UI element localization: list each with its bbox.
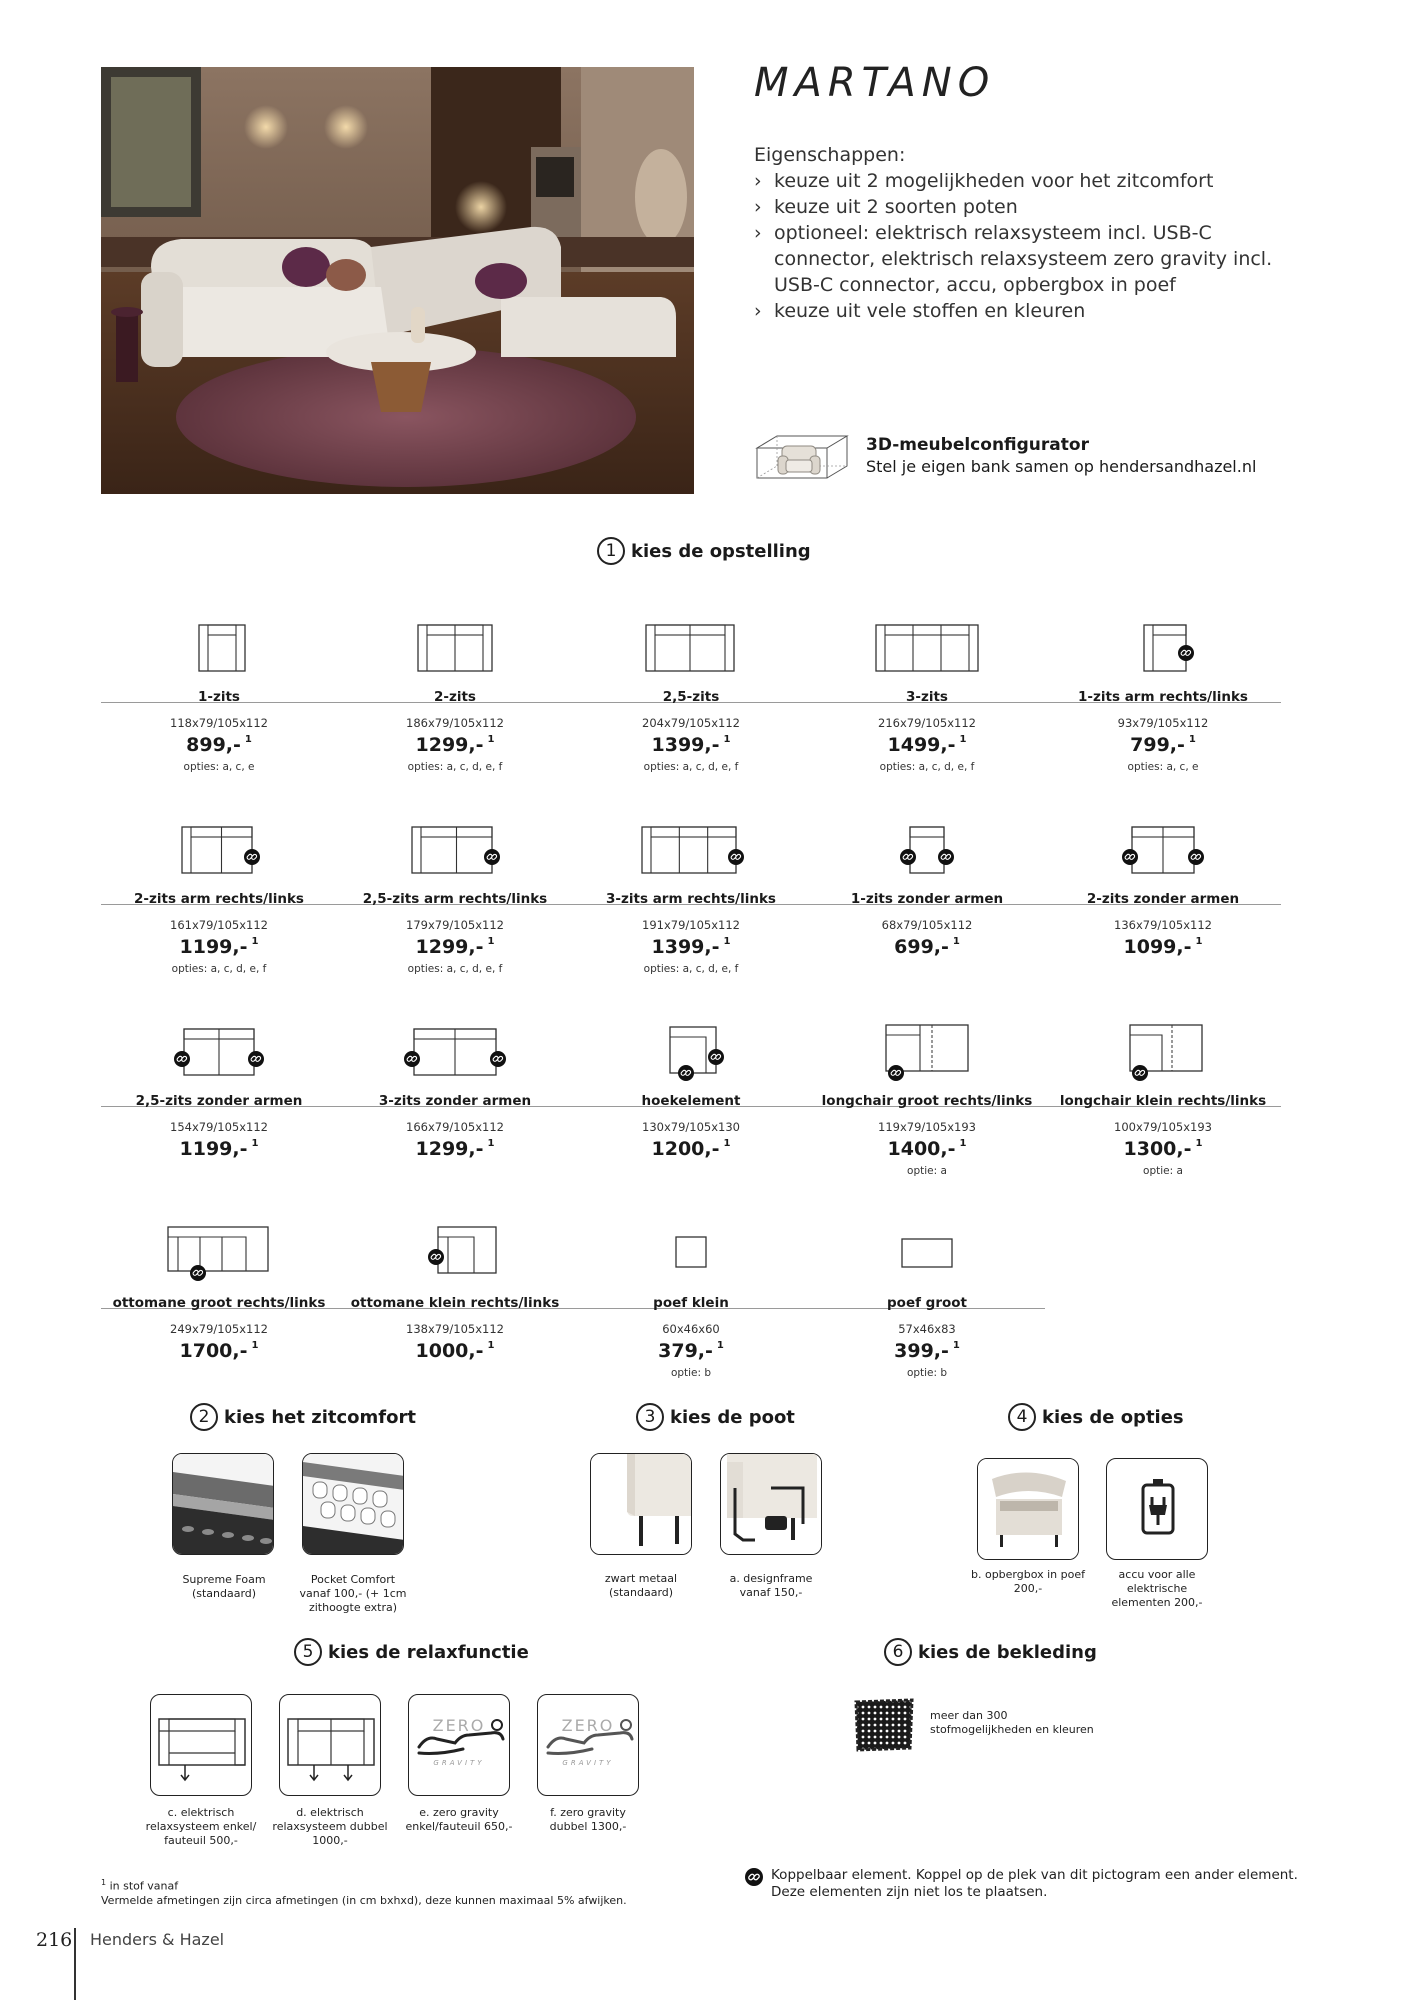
footnote-line: in stof vanaf [109,1879,179,1893]
step-number: 3 [636,1403,664,1431]
product-price [337,1138,573,1160]
sofa-1-seat-no-arms-icon [872,819,982,879]
living-room-photo [101,67,694,494]
sofa-2-5-seat-icon [636,617,746,677]
zero-logo: ZERO [432,1716,486,1735]
product-name: 1-zits zonder armen [850,891,1004,907]
product-cell[interactable] [101,787,337,975]
product-icon [809,1191,1045,1283]
product-dimensions: 138x79/105x112 [406,1322,504,1336]
price-footnote: 1 [244,734,252,745]
link-note [745,1867,1298,1901]
fabric-label: meer dan 300 stofmogelijkheden en kleuren [930,1709,1094,1736]
product-cell[interactable] [337,1191,573,1367]
product-price [101,1340,337,1362]
product-dimensions: 154x79/105x112 [170,1120,268,1134]
price-value: 1199,- [179,1138,248,1160]
link-icon [938,849,954,865]
product-dimensions: 57x46x83 [898,1322,956,1336]
step-5-heading [294,1638,529,1666]
product-icon [573,585,809,677]
price-footnote: 1 [1195,1138,1203,1149]
product-grid [101,585,1281,1393]
product-dimensions: 118x79/105x112 [170,716,268,730]
link-icon [745,1868,763,1886]
product-icon [101,1191,337,1283]
price-value: 379,- [658,1340,713,1362]
product-dimensions: 68x79/105x112 [881,918,973,932]
sofa-1-seat-icon [164,617,274,677]
price-footnote: 1 [487,936,495,947]
page-number: 216 [36,1929,73,1951]
sofa-3-seat-no-arms-icon [400,1021,510,1081]
product-icon [337,787,573,879]
property-item: › keuze uit 2 mogelijkheden voor het zitcomfort [754,168,1314,194]
price-footnote: 1 [1188,734,1196,745]
product-price [573,936,809,958]
step-6-heading [884,1638,1097,1666]
product-cell[interactable] [337,989,573,1165]
relax-label: d. elektrisch relaxsysteem dubbel 1000,- [272,1806,388,1847]
product-cell[interactable] [573,787,809,975]
product-row [101,1191,1281,1393]
sofa-3-seat-icon [872,617,982,677]
comfort-label: Supreme Foam (standaard) [182,1573,266,1600]
link-icon [678,1065,694,1081]
product-name: ottomane groot rechts/links [112,1295,326,1311]
sofa-2-seat-no-arms-icon [1108,819,1218,879]
relax-single-icon[interactable] [150,1694,252,1796]
product-name: 2-zits zonder armen [1086,891,1240,907]
product-options: opties: a, c, d, e, f [643,963,739,975]
product-icon [1045,585,1281,677]
product-price [101,936,337,958]
product-options: opties: a, c, d, e, f [643,761,739,773]
link-icon [1122,849,1138,865]
product-dimensions: 136x79/105x112 [1114,918,1212,932]
product-price [809,734,1045,756]
product-cell[interactable] [809,989,1045,1177]
price-footnote: 1 [1195,936,1203,947]
price-value: 1300,- [1123,1138,1192,1160]
product-name: hoekelement [641,1093,741,1109]
step-label: kies het zitcomfort [224,1406,416,1428]
step-label: kies de poot [670,1406,795,1428]
product-price [337,1340,573,1362]
product-name: 1-zits arm rechts/links [1078,689,1248,705]
price-footnote: 1 [959,1138,967,1149]
product-options: opties: a, c, d, e, f [879,761,975,773]
foam-cushion-icon[interactable] [172,1453,274,1555]
product-cell[interactable] [809,787,1045,963]
product-dimensions: 191x79/105x112 [642,918,740,932]
product-name: 1-zits [198,689,240,705]
product-row [101,585,1281,787]
product-options: opties: a, c, e [1127,761,1199,773]
product-options: opties: a, c, d, e, f [407,963,503,975]
product-name: 3-zits arm rechts/links [606,891,776,907]
armchair-3d-icon [752,428,852,484]
price-value: 399,- [894,1340,949,1362]
relax-label: e. zero gravity enkel/fauteuil 650,- [405,1806,513,1833]
product-cell[interactable] [573,989,809,1165]
sofa-3-seat-arm-icon [636,819,746,879]
price-value: 1099,- [1123,936,1192,958]
gravity-logo: GRAVITY [562,1759,614,1767]
price-value: 1200,- [651,1138,720,1160]
footer-divider [74,1928,76,2000]
product-icon [337,989,573,1081]
zero-logo: ZERO [561,1716,615,1735]
price-value: 799,- [1130,734,1185,756]
product-name: longchair klein rechts/links [1059,1093,1267,1109]
product-row [101,989,1281,1191]
product-name: 2-zits [434,689,476,705]
pouf-large-icon [872,1223,982,1283]
properties-intro: Eigenschappen: [754,144,906,166]
price-footnote: 1 [487,1138,495,1149]
link-icon [190,1265,206,1281]
product-name: 2,5-zits [662,689,720,705]
product-icon [101,585,337,677]
link-icon [1188,849,1204,865]
link-icon [888,1065,904,1081]
footnote-line: Vermelde afmetingen zijn circa afmetingen (in cm bxhxd), deze kunnen maximaal 5% afwijken. [101,1893,627,1907]
extra-label: b. opbergbox in poef 200,- [970,1568,1085,1595]
product-cell[interactable] [101,1191,337,1367]
price-footnote: 1 [723,734,731,745]
price-footnote: 1 [716,1340,724,1351]
product-name: 2,5-zits arm rechts/links [362,891,548,907]
product-options: opties: a, c, d, e, f [407,761,503,773]
product-dimensions: 166x79/105x112 [406,1120,504,1134]
design-frame-leg-icon[interactable] [720,1453,822,1555]
property-item: › keuze uit 2 soorten poten [754,194,1314,220]
product-price [573,734,809,756]
property-item: › optioneel: elektrisch relaxsysteem incl. USB-C connector, elektrisch relaxsysteem zero gravity incl. USB-C connector, accu, opbergbox in poef [754,220,1314,298]
price-footnote: 1 [487,734,495,745]
property-item: › keuze uit vele stoffen en kleuren [754,298,1314,324]
product-price [101,1138,337,1160]
relax-label: f. zero gravity dubbel 1300,- [549,1806,627,1833]
longchair-small-icon [1108,1021,1218,1081]
product-dimensions: 60x46x60 [662,1322,720,1336]
product-price [101,734,337,756]
price-value: 1399,- [651,734,720,756]
product-icon [573,1191,809,1283]
hero-photo [101,67,694,494]
price-value: 899,- [186,734,241,756]
price-value: 1199,- [179,936,248,958]
step-label: kies de opstelling [631,540,811,562]
price-footnote: 1 [723,936,731,947]
product-dimensions: 216x79/105x112 [878,716,976,730]
product-icon [1045,989,1281,1081]
price-value: 1299,- [415,1138,484,1160]
product-cell[interactable] [337,787,573,975]
step-2-heading [190,1403,416,1431]
step-number: 5 [294,1638,322,1666]
price-value: 1000,- [415,1340,484,1362]
zero-gravity-single-icon[interactable] [408,1694,510,1796]
product-icon [337,1191,573,1283]
product-name: 2,5-zits zonder armen [135,1093,303,1109]
link-icon [484,849,500,865]
product-icon [809,989,1045,1081]
product-cell[interactable] [573,585,809,773]
link-icon [174,1051,190,1067]
product-options: optie: a [1143,1165,1183,1177]
sofa-2-seat-arm-icon [164,819,274,879]
properties-list [754,142,1314,324]
product-dimensions: 186x79/105x112 [406,716,504,730]
price-footnote: 1 [251,1340,259,1351]
price-value: 1400,- [887,1138,956,1160]
link-icon [404,1051,420,1067]
link-icon [1132,1065,1148,1081]
corner-element-icon [636,1021,746,1081]
sofa-2-5-seat-arm-icon [400,819,510,879]
product-icon [573,989,809,1081]
product-cell[interactable] [809,1191,1045,1379]
product-name: poef klein [653,1295,729,1311]
product-cell[interactable] [101,585,337,773]
leg-label: a. designframe vanaf 150,- [729,1572,813,1599]
link-icon [900,849,916,865]
product-dimensions: 119x79/105x193 [878,1120,976,1134]
product-dimensions: 204x79/105x112 [642,716,740,730]
extra-label: accu voor alle elektrische elementen 200,- [1111,1568,1203,1609]
battery-plug-icon[interactable] [1106,1458,1208,1560]
step-label: kies de opties [1042,1406,1184,1428]
step-number: 6 [884,1638,912,1666]
product-price [1045,734,1281,756]
product-options: optie: b [670,1367,712,1379]
product-price [809,1138,1045,1160]
product-price [573,1340,809,1362]
product-price [1045,936,1281,958]
step-1-heading [597,537,811,565]
black-metal-leg-icon[interactable] [590,1453,692,1555]
price-value: 1299,- [415,936,484,958]
step-number: 4 [1008,1403,1036,1431]
configurator-title: 3D-meubelconfigurator [866,435,1089,455]
product-cell[interactable] [1045,989,1281,1177]
sofa-2-5-seat-no-arms-icon [164,1021,274,1081]
zero-gravity-double-icon[interactable] [537,1694,639,1796]
longchair-large-icon [872,1021,982,1081]
price-footnote: 1 [952,1340,960,1351]
product-price [809,936,1045,958]
configurator-text[interactable]: Stel je eigen bank samen op hendersandhazel.nl [866,457,1257,476]
link-icon [244,849,260,865]
product-cell[interactable] [809,585,1045,773]
product-options: opties: a, c, e [183,761,255,773]
configurator-block[interactable] [752,428,1256,484]
step-number: 2 [190,1403,218,1431]
step-4-heading [1008,1403,1184,1431]
relax-double-icon[interactable] [279,1694,381,1796]
product-price [337,936,573,958]
link-icon [708,1049,724,1065]
price-footnote: 1 [959,734,967,745]
product-options: optie: b [906,1367,948,1379]
product-dimensions: 179x79/105x112 [406,918,504,932]
step-label: kies de bekleding [918,1641,1097,1663]
link-icon [1178,645,1194,661]
product-icon [809,787,1045,879]
product-icon [573,787,809,879]
product-cell[interactable] [101,989,337,1165]
pocket-spring-icon[interactable] [302,1453,404,1555]
brand-name: Henders & Hazel [90,1930,225,1949]
step-label: kies de relaxfunctie [328,1641,529,1663]
price-footnote: 1 [723,1138,731,1149]
price-value: 699,- [894,936,949,958]
gravity-logo: GRAVITY [433,1759,485,1767]
product-dimensions: 93x79/105x112 [1117,716,1209,730]
price-footnote: 1 [251,936,259,947]
price-value: 1499,- [887,734,956,756]
product-title: MARTANO [754,60,996,106]
price-value: 1399,- [651,936,720,958]
product-dimensions: 130x79/105x130 [642,1120,740,1134]
product-row [101,787,1281,989]
product-name: 3-zits [906,689,948,705]
product-dimensions: 161x79/105x112 [170,918,268,932]
price-footnote: 1 [251,1138,259,1149]
product-dimensions: 249x79/105x112 [170,1322,268,1336]
price-value: 1700,- [179,1340,248,1362]
comfort-label: Pocket Comfort vanaf 100,- (+ 1cm zithoogte extra) [299,1573,407,1614]
price-footnote: 1 [487,1340,495,1351]
product-price [573,1138,809,1160]
pouf-small-icon [636,1223,746,1283]
product-name: ottomane klein rechts/links [350,1295,560,1311]
product-price [809,1340,1045,1362]
product-name: 3-zits zonder armen [378,1093,532,1109]
link-icon [728,849,744,865]
footnote [101,1876,627,1908]
sofa-1-seat-arm-icon [1108,617,1218,677]
product-name: longchair groot rechts/links [821,1093,1033,1109]
ottoman-large-icon [164,1223,274,1283]
sofa-2-seat-icon [400,617,510,677]
product-name: 2-zits arm rechts/links [134,891,304,907]
product-name: poef groot [887,1295,967,1311]
price-value: 1299,- [415,734,484,756]
product-dimensions: 100x79/105x193 [1114,1120,1212,1134]
storage-pouf-icon[interactable] [977,1458,1079,1560]
product-icon [337,585,573,677]
link-note-line: Deze elementen zijn niet los te plaatsen. [771,1884,1048,1900]
product-price [1045,1138,1281,1160]
link-icon [248,1051,264,1067]
product-price [337,734,573,756]
step-number: 1 [597,537,625,565]
step-3-heading [636,1403,795,1431]
product-cell[interactable] [1045,787,1281,963]
link-icon [490,1051,506,1067]
product-options: optie: a [907,1165,947,1177]
relax-label: c. elektrisch relaxsysteem enkel/ fauteuil 500,- [145,1806,257,1847]
product-icon [809,585,1045,677]
leg-label: zwart metaal (standaard) [604,1572,678,1599]
product-icon [101,989,337,1081]
ottoman-small-icon [400,1223,510,1283]
product-cell[interactable] [1045,585,1281,773]
link-note-line: Koppelbaar element. Koppel op de plek van dit pictogram een ander element. [771,1867,1298,1883]
product-options: opties: a, c, d, e, f [171,963,267,975]
footnote-marker: 1 [101,1878,107,1887]
fabric-swatch-icon [854,1698,916,1752]
product-cell[interactable] [337,585,573,773]
product-icon [1045,787,1281,879]
product-cell[interactable] [573,1191,809,1379]
product-icon [101,787,337,879]
link-icon [428,1249,444,1265]
price-footnote: 1 [952,936,960,947]
